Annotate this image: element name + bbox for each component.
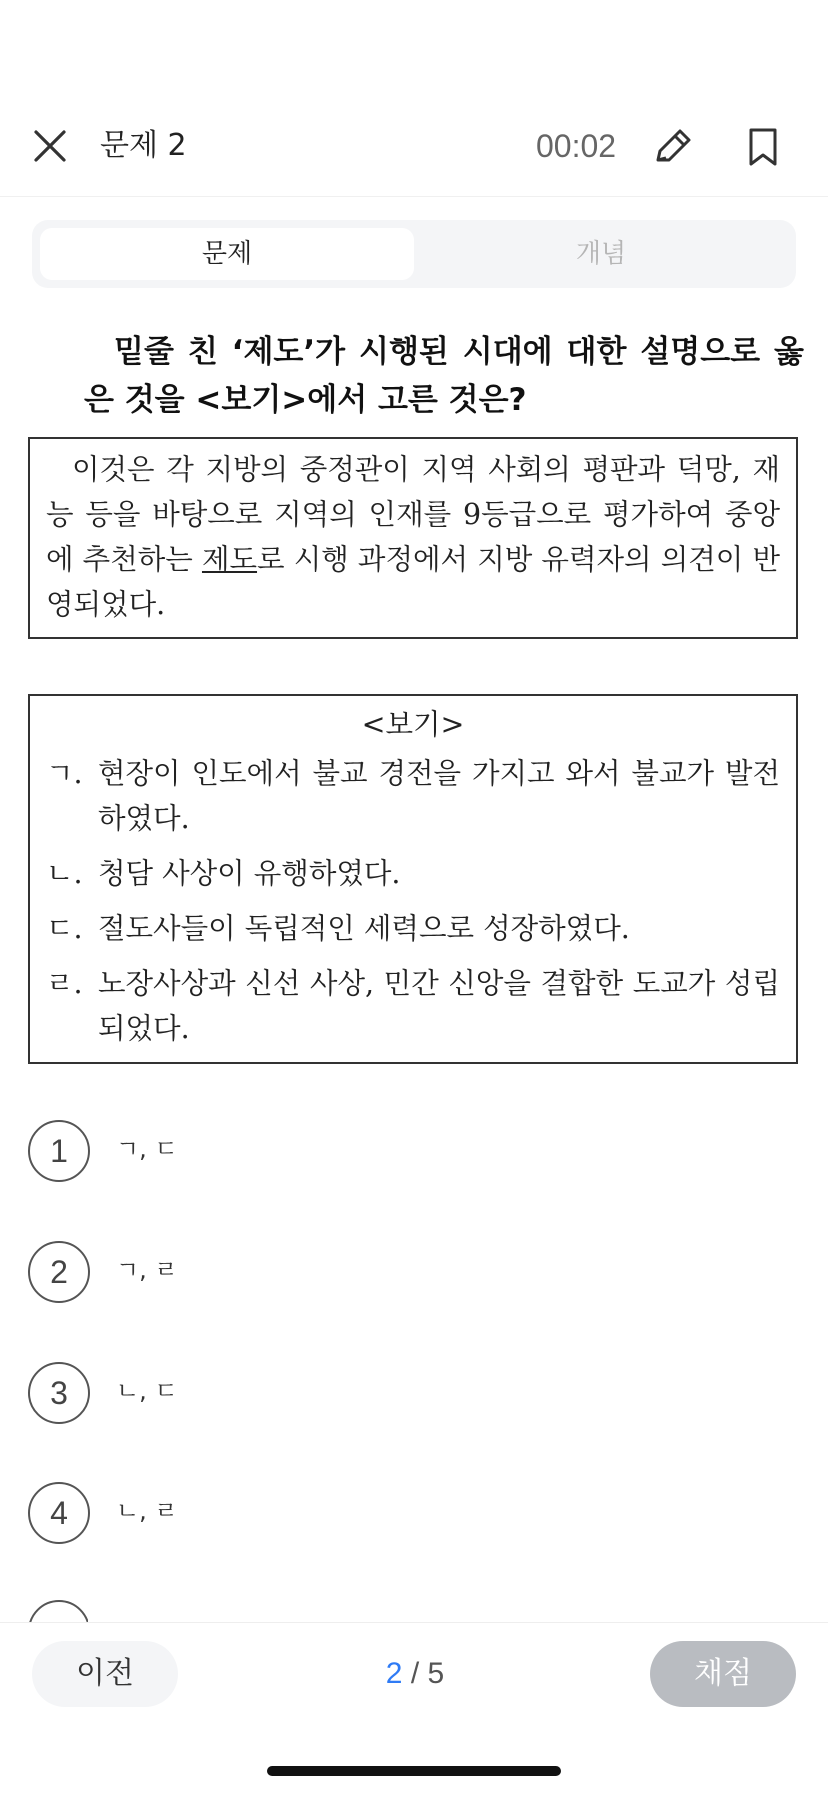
bookmark-button[interactable] [740, 124, 786, 170]
bogi-item [46, 961, 780, 1051]
bogi-text: 노장사상과 신선 사상, 민간 신앙을 결합한 도교가 성립되었다. [98, 967, 780, 1045]
choice-number: 4 [28, 1482, 90, 1544]
choice-number: 2 [28, 1241, 90, 1303]
bogi-title: <보기> [361, 708, 465, 741]
bogi-item [46, 851, 780, 896]
page-total: 5 [427, 1657, 445, 1690]
bogi-marker: ㄱ. [46, 757, 83, 790]
bogi-text: 청담 사상이 유행하였다. [98, 857, 401, 890]
choice-number: 3 [28, 1362, 90, 1424]
top-bar [0, 96, 828, 197]
choice-4[interactable] [28, 1482, 628, 1544]
home-indicator [267, 1766, 561, 1776]
passage-text-after: 로 시행 과정에서 지방 유력자의 의견이 반영되었다. [46, 543, 780, 621]
choice-circle-partial [28, 1600, 88, 1622]
choice-label: ㄴ, ㄹ [116, 1497, 178, 1525]
question-text: 밑줄 친 ‘제도’가 시행된 시대에 대한 설명으로 옳은 것을 <보기>에서 고른 것은? [84, 334, 804, 418]
choice-1[interactable] [28, 1120, 628, 1182]
bogi-marker: ㄴ. [46, 857, 83, 890]
bookmark-icon [740, 124, 786, 170]
prev-button[interactable]: 이전 [32, 1641, 178, 1707]
bogi-marker: ㄹ. [46, 967, 83, 1000]
bogi-box [28, 694, 798, 1064]
timer: 00:02 [536, 128, 617, 164]
tab-concept[interactable]: 개념 [575, 239, 627, 269]
passage-text-before: 이것은 각 지방의 중정관이 지역 사회의 평판과 덕망, 재능 등을 바탕으로 지역의 인재를 9등급으로 평가하여 중앙에 추천하는 [46, 453, 780, 576]
grade-button[interactable]: 채점 [650, 1641, 796, 1707]
pencil-icon [650, 124, 696, 170]
choice-3[interactable] [28, 1362, 628, 1424]
passage-box [28, 437, 798, 639]
choice-5-partial[interactable] [28, 1600, 88, 1622]
bogi-text: 절도사들이 독립적인 세력으로 성장하였다. [98, 912, 630, 945]
choice-number: 1 [28, 1120, 90, 1182]
bogi-item [46, 751, 780, 841]
choice-label: ㄴ, ㄷ [116, 1377, 178, 1405]
tab-problem[interactable]: 문제 [40, 228, 414, 280]
bogi-text: 현장이 인도에서 불교 경전을 가지고 와서 불교가 발전하였다. [98, 757, 780, 835]
passage-underlined-term: 제도 [201, 543, 258, 576]
close-button[interactable] [30, 126, 70, 166]
choice-label: ㄱ, ㄹ [116, 1256, 178, 1284]
close-icon [30, 126, 70, 166]
choice-2[interactable] [28, 1241, 628, 1303]
bogi-marker: ㄷ. [46, 912, 83, 945]
page-title: 문제 2 [100, 128, 187, 163]
bogi-item [46, 906, 780, 951]
page-separator: / [402, 1657, 428, 1690]
choice-label: ㄱ, ㄷ [116, 1135, 178, 1163]
tab-switcher [32, 220, 796, 288]
page-current: 2 [385, 1657, 403, 1690]
pencil-button[interactable] [650, 124, 696, 170]
page-indicator [340, 1641, 490, 1707]
